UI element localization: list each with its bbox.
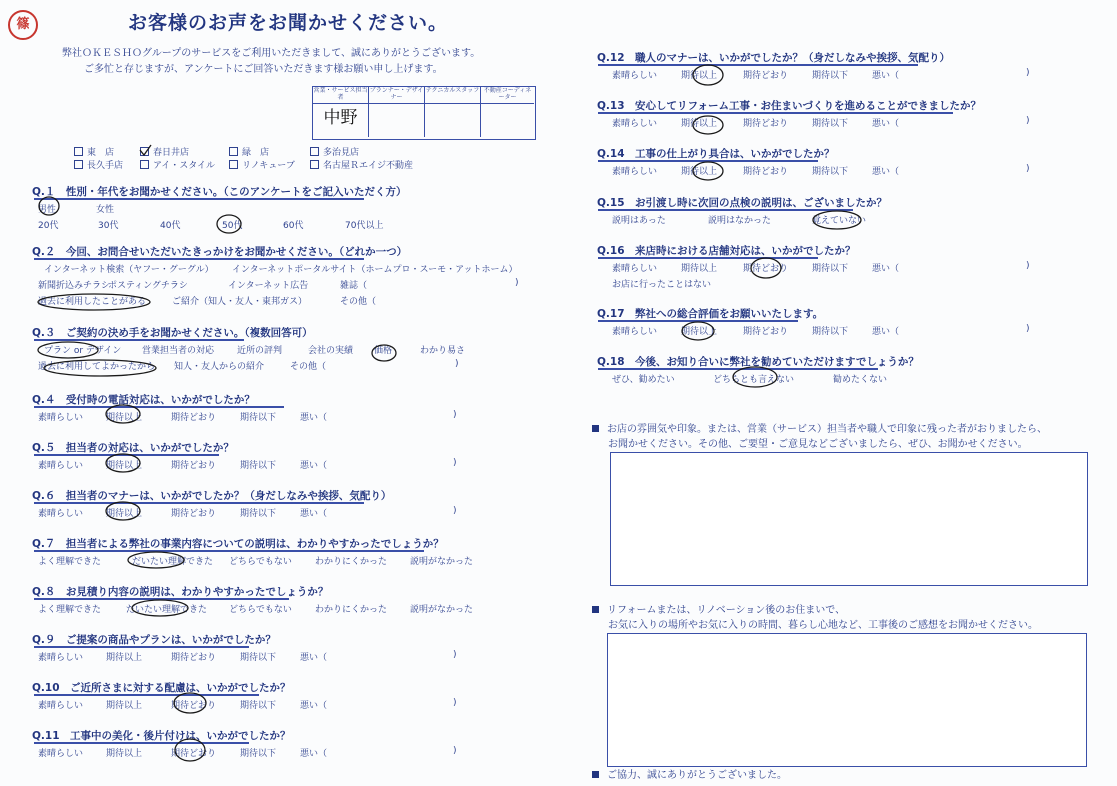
answer-option[interactable]: インターネットポータルサイト（ホームプロ・スーモ・アットホーム） bbox=[232, 265, 518, 275]
answer-option[interactable]: ) bbox=[1026, 68, 1030, 78]
comment-prompt-1-line-1: お店の雰囲気や印象。または、営業（サービス）担当者や職人で印象に残った者がおりましたら、 bbox=[592, 420, 1047, 435]
answer-option[interactable]: 期待以下 bbox=[240, 749, 277, 759]
answer-option[interactable]: 20代 bbox=[38, 221, 59, 231]
answer-option[interactable]: 期待どおり bbox=[171, 461, 217, 471]
hand-circle-mark bbox=[693, 65, 723, 85]
seal-stamp: 篠 bbox=[8, 10, 38, 40]
answer-option[interactable]: 覚えていない bbox=[812, 216, 867, 226]
store-label: 緑 店 bbox=[242, 148, 270, 158]
answer-option[interactable]: 40代 bbox=[160, 221, 181, 231]
question-label: Q.８ お見積り内容の説明は、わかりやすかったでしょうか？ bbox=[32, 586, 329, 598]
intro-line-2: ご多忙と存じますが、アンケートにご回答いただきます様お願い申し上げます。 bbox=[84, 64, 443, 75]
staff-header: 営業・サービス担当者 bbox=[313, 87, 369, 104]
answer-option[interactable]: よく理解できた bbox=[38, 557, 102, 567]
page-title: お客様のお声をお聞かせください。 bbox=[128, 12, 449, 34]
answer-option[interactable]: 期待以上 bbox=[681, 264, 718, 274]
answer-option[interactable]: 素晴らしい bbox=[38, 461, 84, 471]
question-label: Q.１ 性別・年代をお聞かせください。（このアンケートをご記入いただく方） bbox=[32, 186, 407, 198]
hand-circle-mark bbox=[693, 116, 723, 134]
staff-value-sales[interactable]: 中野 bbox=[313, 103, 369, 137]
answer-option[interactable]: 悪い（ bbox=[872, 264, 900, 274]
answer-option[interactable]: 悪い（ bbox=[300, 749, 328, 759]
hand-circle-mark bbox=[682, 322, 714, 340]
answer-option[interactable]: 期待どおり bbox=[743, 327, 789, 337]
question-label: Q.10 ご近所さまに対する配慮は、いかがでしたか？ bbox=[32, 682, 291, 694]
answer-option[interactable]: 期待以上 bbox=[681, 71, 718, 81]
answer-option[interactable]: 会社の実績 bbox=[308, 346, 354, 356]
answer-option[interactable]: 素晴らしい bbox=[38, 701, 84, 711]
hand-circle-mark bbox=[39, 197, 59, 215]
answer-option[interactable]: 期待以上 bbox=[106, 653, 143, 663]
hand-circle-mark bbox=[38, 342, 98, 358]
answer-option[interactable]: 悪い（ bbox=[300, 653, 328, 663]
answer-option[interactable]: ) bbox=[453, 698, 457, 708]
hand-circle-mark bbox=[106, 405, 143, 423]
hand-circle-mark bbox=[106, 502, 143, 520]
answer-option[interactable]: 期待以上 bbox=[106, 509, 143, 519]
answer-option[interactable]: 説明がなかった bbox=[410, 605, 474, 615]
answer-option[interactable]: 期待以上 bbox=[106, 749, 143, 759]
answer-option[interactable]: 男性 bbox=[38, 205, 57, 215]
hand-circle-mark bbox=[132, 600, 188, 616]
answer-option[interactable]: 期待以下 bbox=[812, 167, 849, 177]
answer-option[interactable]: 素晴らしい bbox=[38, 509, 84, 519]
question-label: Q.９ ご提案の商品やプランは、いかがでしたか？ bbox=[32, 634, 276, 646]
staff-header: プランナー・デザイナー bbox=[369, 87, 425, 104]
answer-option[interactable]: 悪い（ bbox=[872, 327, 900, 337]
answer-option[interactable]: ご紹介（知人・友人・東邦ガス） bbox=[172, 297, 308, 307]
answer-option[interactable]: ) bbox=[1026, 164, 1030, 174]
hand-circle-mark bbox=[175, 739, 205, 761]
answer-option[interactable]: 悪い（ bbox=[300, 701, 328, 711]
answer-option[interactable]: どちらでもない bbox=[229, 605, 292, 615]
answer-option[interactable]: 悪い（ bbox=[872, 119, 900, 129]
hand-circle-mark bbox=[733, 367, 777, 387]
question-label: Q.18 今後、お知り合いに弊社を勧めていただけますでしょうか？ bbox=[597, 356, 919, 368]
answer-option[interactable]: 素晴らしい bbox=[612, 119, 658, 129]
store-label: 東 店 bbox=[87, 148, 115, 158]
question-label: Q.17 弊社への総合評価をお願いいたします。 bbox=[597, 308, 824, 320]
hand-circle-mark bbox=[813, 211, 861, 229]
answer-option[interactable]: 営業担当者の対応 bbox=[142, 346, 215, 356]
hand-circle-mark bbox=[174, 693, 206, 713]
question-label: Q.７ 担当者による弊社の事業内容についての説明は、わかりやすかったでしょうか？ bbox=[32, 538, 444, 550]
answer-option[interactable]: わかり易さ bbox=[420, 346, 466, 356]
answer-option[interactable]: ) bbox=[1026, 261, 1030, 271]
answer-option[interactable]: 60代 bbox=[283, 221, 304, 231]
store-label: 春日井店 bbox=[153, 148, 190, 158]
answer-option[interactable]: プラン or デザイン bbox=[44, 346, 122, 356]
answer-option[interactable]: ポスティングチラシ bbox=[108, 281, 188, 291]
question-label: Q.４ 受付時の電話対応は、いかがでしたか？ bbox=[32, 394, 255, 406]
answer-option[interactable]: 期待どおり bbox=[171, 653, 217, 663]
answer-option[interactable]: わかりにくかった bbox=[315, 557, 388, 567]
answer-option[interactable]: 素晴らしい bbox=[612, 327, 658, 337]
answer-option[interactable]: 50代 bbox=[222, 221, 243, 231]
answer-option[interactable]: 悪い（ bbox=[300, 509, 328, 519]
answer-option[interactable]: 説明がなかった bbox=[410, 557, 474, 567]
answer-option[interactable]: ) bbox=[453, 410, 457, 420]
answer-option[interactable]: 雑誌（ bbox=[340, 281, 368, 291]
staff-header: 不動産コーディネーター bbox=[481, 87, 534, 104]
answer-option[interactable]: だいたい理解できた bbox=[132, 557, 214, 567]
question-label: Q.15 お引渡し時に次回の点検の説明は、ございましたか？ bbox=[597, 197, 888, 209]
store-label: リノキューブ bbox=[242, 161, 295, 171]
hand-circle-mark bbox=[751, 258, 781, 278]
hand-circle-mark bbox=[44, 360, 156, 376]
answer-option[interactable]: 期待どおり bbox=[743, 119, 789, 129]
question-label: Q.13 安心してリフォーム工事・お住まいづくりを進めることができましたか？ bbox=[597, 100, 982, 112]
answer-option[interactable]: 期待以下 bbox=[240, 461, 277, 471]
answer-option[interactable]: ) bbox=[1026, 324, 1030, 334]
answer-option[interactable]: 説明はなかった bbox=[708, 216, 772, 226]
answer-option[interactable]: 素晴らしい bbox=[38, 749, 84, 759]
hand-check-mark bbox=[140, 145, 151, 155]
answer-option[interactable]: お店に行ったことはない bbox=[612, 280, 712, 290]
question-label: Q.６ 担当者のマナーは、いかがでしたか？（身だしなみや挨拶、気配り） bbox=[32, 490, 392, 502]
answer-option[interactable]: 期待以下 bbox=[240, 653, 277, 663]
staff-header: テクニカルスタッフ bbox=[425, 87, 481, 104]
answer-option[interactable]: 期待以下 bbox=[240, 413, 277, 423]
answer-option[interactable]: どちらとも言えない bbox=[713, 375, 795, 385]
answer-option[interactable]: 期待どおり bbox=[171, 413, 217, 423]
answer-option[interactable]: ) bbox=[453, 650, 457, 660]
answer-option[interactable]: 期待以上 bbox=[681, 327, 718, 337]
answer-option[interactable]: ) bbox=[453, 458, 457, 468]
comment-prompt-1-line-2: お聞かせください。その他、ご要望・ご意見などございましたら、ぜひ、お聞かせください。 bbox=[608, 439, 1028, 450]
answer-option[interactable]: だいたい理解できた bbox=[126, 605, 208, 615]
answer-option[interactable]: ) bbox=[453, 506, 457, 516]
store-label: 名古屋Ｒエイジ不動産 bbox=[323, 161, 414, 171]
answer-option[interactable]: 素晴らしい bbox=[38, 653, 84, 663]
answer-option[interactable]: 素晴らしい bbox=[38, 413, 84, 423]
answer-option[interactable]: 期待以上 bbox=[106, 701, 143, 711]
answer-option[interactable]: どちらでもない bbox=[229, 557, 292, 567]
answer-option[interactable]: 勧めたくない bbox=[833, 375, 888, 385]
answer-option[interactable]: 説明はあった bbox=[612, 216, 666, 226]
answer-option[interactable]: 期待以下 bbox=[240, 701, 277, 711]
intro-line-1: 弊社ＯＫＥＳＨＯグループのサービスをご利用いただきまして、誠にありがとうございます。 bbox=[62, 48, 481, 59]
answer-option[interactable]: 素晴らしい bbox=[612, 167, 658, 177]
answer-option[interactable]: 期待以上 bbox=[681, 119, 718, 129]
question-label: Q.３ ご契約の決め手をお聞かせください。（複数回答可） bbox=[32, 327, 313, 339]
answer-option[interactable]: 期待以下 bbox=[812, 264, 849, 274]
hand-circle-mark bbox=[217, 215, 241, 233]
answer-option[interactable]: ) bbox=[453, 746, 457, 756]
hand-circle-mark bbox=[38, 294, 150, 310]
answer-option[interactable]: 近所の評判 bbox=[237, 346, 283, 356]
answer-option[interactable]: インターネット検索（ヤフー・グーグル） bbox=[44, 265, 214, 275]
answer-option[interactable]: 期待どおり bbox=[171, 701, 217, 711]
answer-option[interactable]: 30代 bbox=[98, 221, 119, 231]
answer-option[interactable]: その他（ bbox=[290, 362, 327, 372]
answer-option[interactable]: 期待以下 bbox=[812, 327, 849, 337]
store-label: アイ・スタイル bbox=[153, 161, 216, 171]
question-label: Q.11 工事中の美化・後片付けは、いかがでしたか？ bbox=[32, 730, 291, 742]
comment-prompt-2-line-1: リフォームまたは、リノベーション後のお住まいで、 bbox=[592, 601, 845, 616]
hand-circle-mark bbox=[106, 454, 143, 472]
question-label: Q.２ 今回、お問合せいただいたきっかけをお聞かせください。（どれか一つ） bbox=[32, 246, 408, 258]
answer-option[interactable]: 期待どおり bbox=[171, 509, 217, 519]
answer-option[interactable]: 過去に利用してよかったから bbox=[38, 362, 156, 372]
answer-option[interactable]: 期待どおり bbox=[171, 749, 217, 759]
answer-option[interactable]: 悪い（ bbox=[300, 461, 328, 471]
question-label: Q.５ 担当者の対応は、いかがでしたか？ bbox=[32, 442, 234, 454]
answer-option[interactable]: 期待どおり bbox=[743, 167, 789, 177]
answer-option[interactable]: ぜひ、勧めたい bbox=[612, 375, 675, 385]
answer-option[interactable]: 期待どおり bbox=[743, 71, 789, 81]
store-label: 多治見店 bbox=[323, 148, 360, 158]
answer-option[interactable]: 女性 bbox=[96, 205, 115, 215]
answer-option[interactable]: 素晴らしい bbox=[612, 264, 658, 274]
answer-option[interactable]: ) bbox=[515, 278, 519, 288]
answer-option[interactable]: 価格 bbox=[374, 346, 393, 356]
question-label: Q.12 職人のマナーは、いかがでしたか？（身だしなみや挨拶、気配り） bbox=[597, 52, 951, 64]
answer-option[interactable]: 悪い（ bbox=[872, 71, 900, 81]
answer-option[interactable]: 素晴らしい bbox=[612, 71, 658, 81]
thanks-note: ご協力、誠にありがとうございました。 bbox=[592, 766, 787, 781]
answer-option[interactable]: 期待以下 bbox=[240, 509, 277, 519]
answer-option[interactable]: わかりにくかった bbox=[315, 605, 388, 615]
store-label: 長久手店 bbox=[87, 161, 124, 171]
answer-option[interactable]: 悪い（ bbox=[872, 167, 900, 177]
question-label: Q.14 工事の仕上がり具合は、いかがでしたか？ bbox=[597, 148, 835, 160]
answer-option[interactable]: 過去に利用したことがある bbox=[38, 297, 147, 307]
answer-option[interactable]: よく理解できた bbox=[38, 605, 102, 615]
answer-option[interactable]: 期待以上 bbox=[106, 413, 143, 423]
answer-option[interactable]: 期待以上 bbox=[681, 167, 718, 177]
answer-option[interactable]: 期待以上 bbox=[106, 461, 143, 471]
answer-option[interactable]: 期待以下 bbox=[812, 119, 849, 129]
comment-prompt-2-line-2: お気に入りの場所やお気に入りの時間、暮らし心地など、工事後のご感想をお聞かせください。 bbox=[608, 620, 1038, 631]
hand-circle-mark bbox=[128, 552, 184, 568]
answer-option[interactable]: 知人・友人からの紹介 bbox=[174, 362, 265, 372]
question-label: Q.16 来店時における店舗対応は、いかがでしたか？ bbox=[597, 245, 856, 257]
answer-option[interactable]: インターネット広告 bbox=[228, 281, 309, 291]
answer-option[interactable]: 70代以上 bbox=[345, 221, 384, 231]
answer-option[interactable]: 期待どおり bbox=[743, 264, 789, 274]
hand-circle-mark bbox=[372, 345, 396, 361]
answer-option[interactable]: 期待以下 bbox=[812, 71, 849, 81]
hand-circle-mark bbox=[693, 162, 723, 180]
answer-option[interactable]: その他（ bbox=[340, 297, 377, 307]
answer-option[interactable]: ) bbox=[1026, 116, 1030, 126]
answer-option[interactable]: ) bbox=[455, 359, 459, 369]
answer-option[interactable]: 悪い（ bbox=[300, 413, 328, 423]
answer-option[interactable]: 新聞折込みチラシ bbox=[38, 281, 111, 291]
